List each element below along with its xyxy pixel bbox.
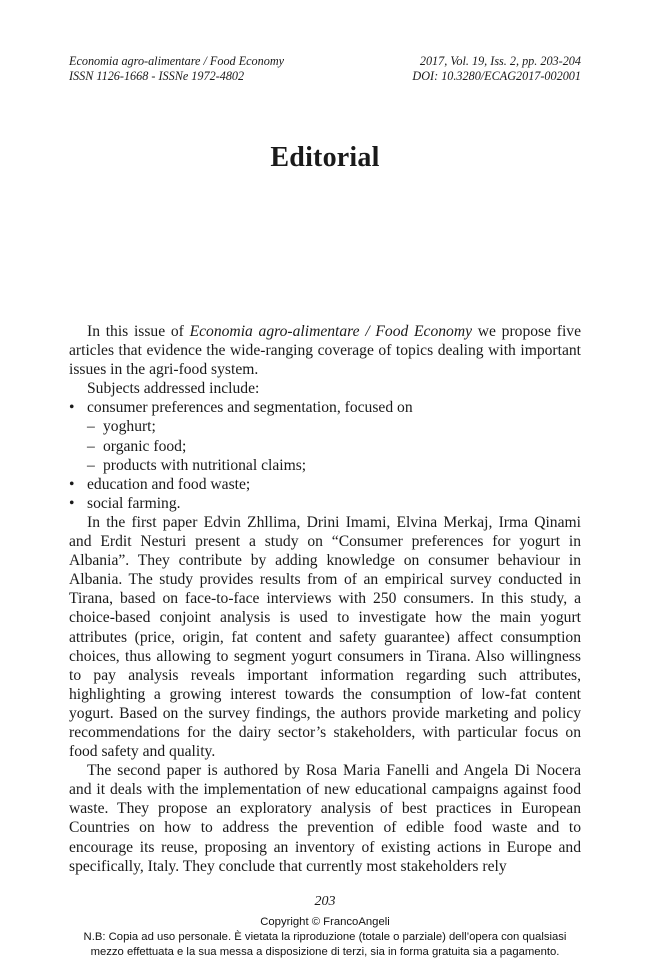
list-item: [69, 398, 581, 474]
sub-list: [87, 417, 581, 474]
doi: DOI: 10.3280/ECAG2017-002001: [412, 69, 581, 83]
paragraph-first-paper: In the first paper Edvin Zhllima, Drini Imami, Elvina Merkaj, Irma Qinami and Erdit Nesturi present a study on “Consumer preferences for yogurt in Albania”. They contribute by adding knowledge on consumer behaviour in Albania. The study provides results from of an empirical survey conducted in Tirana, based on face-to-face interviews with 250 consumers. In this study, a choice-based conjoint analysis is used to investigate how the main yogurt attributes (price, origin, fat content and safety guarantee) affect consumption choices, thus allowing to segment yogurt consumers in Tirana. Also willingness to pay analysis reveals important information regarding such attributes, highlighting a growing interest towards the consumption of low-fat content yogurt. Based on the survey findings, the authors provide marketing and policy recommendations for the dairy sector’s stakeholders, with particular focus on food safety and quality.: [69, 513, 581, 761]
journal-title-inline: Economia agro-alimentare / Food Economy: [189, 323, 473, 340]
list-item: [69, 494, 581, 513]
list-item-label: education and food waste;: [87, 475, 251, 493]
running-header-left: [69, 54, 284, 84]
dash-icon: –: [87, 418, 95, 436]
volume-info: 2017, Vol. 19, Iss. 2, pp. 203-204: [419, 54, 581, 68]
sub-list-item: [87, 456, 581, 475]
copyright-line: Copyright © FrancoAngeli: [260, 916, 390, 928]
list-item-label: social farming.: [87, 494, 181, 512]
paragraph-second-paper: The second paper is authored by Rosa Maria Fanelli and Angela Di Nocera and it deals with the implementation of new educational campaigns against food waste. They propose an exploratory analysis of best practices in European Countries on how to address the prevention of edible food waste and to encourage its reuse, proposing an inventory of existing actions in Europe and specifically, Italy. They conclude that currently most stakeholders rely: [69, 762, 581, 875]
page-title: Editorial: [270, 142, 380, 173]
bullet-icon: •: [69, 399, 75, 417]
intro-paragraph: [69, 322, 581, 379]
bullet-icon: •: [69, 494, 75, 512]
issn: ISSN 1126-1668 - ISSNe 1972-4802: [69, 69, 245, 83]
sub-list-item-label: products with nutritional claims;: [103, 456, 307, 474]
sub-list-item-label: yoghurt;: [103, 418, 156, 436]
sub-list-item: [87, 437, 581, 456]
dash-icon: –: [87, 456, 95, 474]
running-header-right: [412, 54, 581, 84]
dash-icon: –: [87, 437, 95, 455]
copyright-footer: [0, 915, 650, 960]
article-body: [69, 322, 581, 876]
intro-lead: In this issue of: [87, 323, 190, 340]
page-number: 203: [314, 894, 336, 909]
copyright-notice-line-1: N.B: Copia ad uso personale. È vietata la riproduzione (totale o parziale) dell’opera con qualsiasi: [83, 931, 567, 943]
intro-rest: we propose five articles that evidence the wide-ranging coverage of topics dealing with important issues in the agri-food system.: [69, 323, 581, 379]
list-item-label: consumer preferences and segmentation, focused on: [87, 399, 413, 417]
bullet-icon: •: [69, 475, 75, 493]
sub-list-item-label: organic food;: [103, 437, 187, 455]
subjects-list: [69, 398, 581, 513]
copyright-notice-line-2: mezzo effettuata e la sua messa a disposizione di terzi, sia in forma gratuita sia a pagamento.: [90, 946, 560, 958]
journal-name: Economia agro-alimentare / Food Economy: [69, 54, 285, 68]
sub-list-item: [87, 417, 581, 436]
subjects-heading: Subjects addressed include:: [87, 380, 260, 398]
list-item: [69, 475, 581, 494]
